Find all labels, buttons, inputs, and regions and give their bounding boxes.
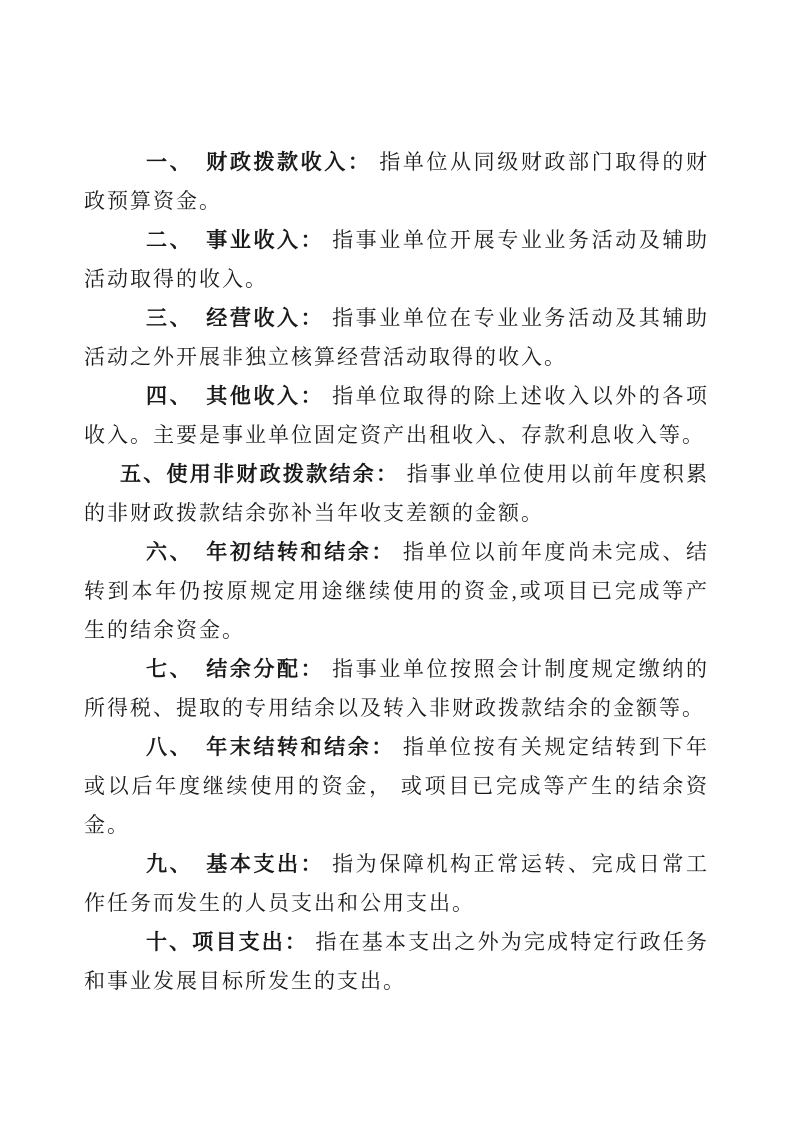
- term-label: 八、 年末结转和结余：: [146, 735, 403, 759]
- term-definition: 指事业单位使用以前年度积累的非财政拨款结余弥补当年收支差额的金额。: [84, 462, 710, 525]
- definition-item-6: [84, 533, 709, 650]
- term-label: 一、 财政拨款收入：: [146, 150, 380, 174]
- term-label: 四、 其他收入：: [146, 384, 333, 408]
- term-label: 七、 结余分配：: [146, 657, 333, 681]
- term-definition: 指单位从同级财政部门取得的财政预算资金。: [84, 150, 709, 213]
- term-label: 二、 事业收入：: [146, 228, 333, 252]
- definition-item-3: [84, 299, 709, 377]
- definition-item-9: [84, 845, 709, 923]
- term-definition: 指事业单位在专业业务活动及其辅助活动之外开展非独立核算经营活动取得的收入。: [84, 306, 709, 369]
- definition-item-1: [84, 143, 709, 221]
- term-label: 五、使用非财政拨款结余：: [120, 462, 407, 486]
- definition-item-10: [84, 923, 709, 1001]
- definition-item-2: [84, 221, 709, 299]
- term-label: 三、 经营收入：: [146, 306, 333, 330]
- definition-item-7: [84, 650, 709, 728]
- term-definition: 指单位以前年度尚未完成、结转到本年仍按原规定用途继续使用的资金,或项目已完成等产生的结余资金。: [84, 540, 709, 642]
- definition-item-5: [84, 455, 709, 533]
- term-label: 十、项目支出：: [146, 930, 316, 954]
- term-label: 六、 年初结转和结余：: [146, 540, 403, 564]
- term-definition: 指为保障机构正常运转、完成日常工作任务而发生的人员支出和公用支出。: [84, 852, 709, 915]
- term-definition: 指单位取得的除上述收入以外的各项收入。主要是事业单位固定资产出租收入、存款利息收入等。: [84, 384, 709, 447]
- term-label: 九、 基本支出：: [146, 852, 333, 876]
- term-definition: 指在基本支出之外为完成特定行政任务和事业发展目标所发生的支出。: [84, 930, 709, 993]
- definition-item-8: [84, 728, 709, 845]
- definition-item-4: [84, 377, 709, 455]
- term-definition: 指事业单位按照会计制度规定缴纳的所得税、提取的专用结余以及转入非财政拨款结余的金额等。: [84, 657, 709, 720]
- term-definition: 指事业单位开展专业业务活动及辅助活动取得的收入。: [84, 228, 709, 291]
- term-definition: 指单位按有关规定结转到下年或以后年度继续使用的资金， 或项目已完成等产生的结余资金。: [84, 735, 709, 837]
